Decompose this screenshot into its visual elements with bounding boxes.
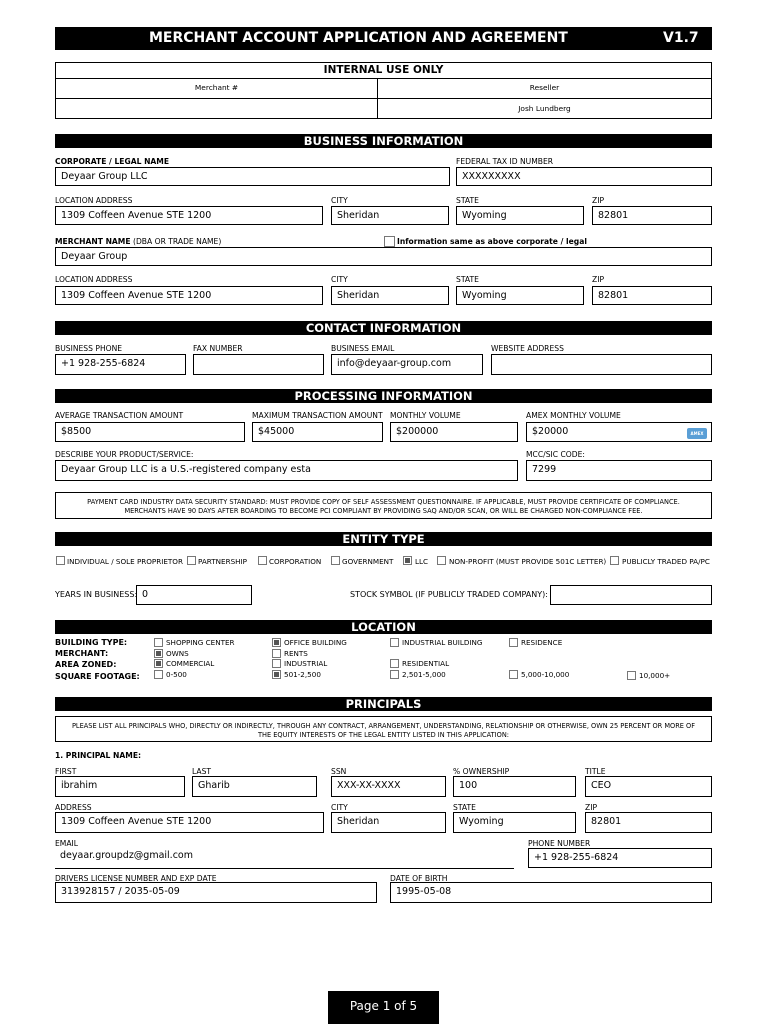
principal-phone-field[interactable]: +1 928-255-6824: [528, 848, 712, 868]
avg-transaction-field[interactable]: $8500: [55, 422, 245, 442]
zoned-industrial-checkbox[interactable]: [272, 659, 281, 668]
principals-notice: [55, 716, 712, 742]
zoned-commercial-checkbox[interactable]: [154, 659, 163, 668]
principal-address-field[interactable]: 1309 Coffeen Avenue STE 1200: [55, 812, 324, 833]
principal-state-label: STATE: [453, 803, 476, 812]
merchant-name-label-rest: (DBA OR TRADE NAME): [130, 237, 222, 246]
merchant-number-label: Merchant #: [194, 83, 239, 92]
entity-corporation-label: CORPORATION: [269, 557, 322, 566]
state-field[interactable]: Wyoming: [456, 206, 584, 225]
ssn-label: SSN: [331, 767, 347, 776]
footage-0-500-label: 0-500: [166, 670, 187, 679]
drivers-license-label: DRIVERS LICENSE NUMBER AND EXP DATE: [55, 874, 217, 883]
merchant-owns-label: OWNS: [166, 649, 189, 658]
merchant-rents-label: RENTS: [284, 649, 308, 658]
form-title-bar: [55, 27, 712, 50]
state-label: STATE: [456, 196, 479, 205]
mcc-label: MCC/SIC CODE:: [526, 450, 585, 459]
principal-state-field[interactable]: Wyoming: [453, 812, 576, 833]
amex-volume-field[interactable]: $20000: [526, 422, 712, 442]
same-as-corporate-label: Information same as above corporate / legal: [397, 237, 587, 246]
zip-label: ZIP: [592, 196, 605, 205]
amex-card-icon: AMEX: [687, 428, 707, 439]
building-type-label: BUILDING TYPE:: [55, 638, 128, 647]
principal-title-label: TITLE: [585, 767, 606, 776]
zip-field[interactable]: 82801: [592, 206, 712, 225]
avg-transaction-label: AVERAGE TRANSACTION AMOUNT: [55, 411, 184, 420]
entity-llc-checkbox[interactable]: [403, 556, 412, 565]
zoned-industrial-label: INDUSTRIAL: [284, 659, 328, 668]
zip-2-field[interactable]: 82801: [592, 286, 712, 305]
corporate-name-field[interactable]: Deyaar Group LLC: [55, 167, 450, 186]
principal-address-label: ADDRESS: [55, 803, 92, 812]
footage-0-500-checkbox[interactable]: [154, 670, 163, 679]
pci-notice: [55, 492, 712, 519]
corporate-name-label: CORPORATE / LEGAL NAME: [55, 157, 170, 166]
ownership-field[interactable]: 100: [453, 776, 576, 797]
website-label: WEBSITE ADDRESS: [491, 344, 564, 353]
principal-phone-label: PHONE NUMBER: [528, 839, 591, 848]
principals-heading: PRINCIPALS: [55, 697, 712, 711]
years-in-business-label: YEARS IN BUSINESS:: [55, 590, 138, 599]
years-in-business-field[interactable]: 0: [136, 585, 252, 605]
state-2-label: STATE: [456, 275, 479, 284]
footage-10000-plus-checkbox[interactable]: [627, 671, 636, 680]
square-footage-label: SQUARE FOOTAGE:: [55, 672, 140, 681]
monthly-volume-label: MONTHLY VOLUME: [390, 411, 461, 420]
entity-government-checkbox[interactable]: [331, 556, 340, 565]
describe-product-label: DESCRIBE YOUR PRODUCT/SERVICE:: [55, 450, 194, 459]
location-address-2-field[interactable]: 1309 Coffeen Avenue STE 1200: [55, 286, 323, 305]
first-name-label: FIRST: [55, 767, 77, 776]
merchant-premises-label: MERCHANT:: [55, 649, 109, 658]
fax-field[interactable]: [193, 354, 324, 375]
principal-city-field[interactable]: Sheridan: [331, 812, 446, 833]
business-email-label: BUSINESS EMAIL: [331, 344, 395, 353]
ownership-label: % OWNERSHIP: [453, 767, 510, 776]
describe-product-field[interactable]: Deyaar Group LLC is a U.S.-registered company esta: [55, 460, 518, 481]
entity-publicly-traded-checkbox[interactable]: [610, 556, 619, 565]
ssn-field[interactable]: XXX-XX-XXXX: [331, 776, 446, 797]
date-of-birth-field[interactable]: 1995-05-08: [390, 882, 712, 903]
building-industrial-checkbox[interactable]: [390, 638, 399, 647]
building-industrial-label: INDUSTRIAL BUILDING: [402, 638, 483, 647]
state-2-field[interactable]: Wyoming: [456, 286, 584, 305]
tax-id-label: FEDERAL TAX ID NUMBER: [456, 157, 554, 166]
building-residence-label: RESIDENCE: [521, 638, 563, 647]
principal-zip-label: ZIP: [585, 803, 598, 812]
principal-title-field[interactable]: CEO: [585, 776, 712, 797]
fax-label: FAX NUMBER: [193, 344, 243, 353]
merchant-name-label: [55, 237, 221, 246]
stock-symbol-field[interactable]: [550, 585, 712, 605]
location-address-field[interactable]: 1309 Coffeen Avenue STE 1200: [55, 206, 323, 225]
entity-type-heading: ENTITY TYPE: [55, 532, 712, 546]
building-shopping-center-checkbox[interactable]: [154, 638, 163, 647]
last-name-label: LAST: [192, 767, 212, 776]
last-name-field[interactable]: Gharib: [192, 776, 317, 797]
building-shopping-center-label: SHOPPING CENTER: [166, 638, 235, 647]
footage-5000-10000-label: 5,000-10,000: [521, 670, 570, 679]
zoned-residential-checkbox[interactable]: [390, 659, 399, 668]
footage-2501-5000-label: 2,501-5,000: [402, 670, 446, 679]
principals-notice-line-1: PLEASE LIST ALL PRINCIPALS WHO, DIRECTLY OR INDIRECTLY, THROUGH ANY CONTRACT, ARRANGEMENT, UNDERSTANDING, RELATIONSHIP OR OTHERWISE, OWN 25 PERCENT OR MORE OF: [71, 722, 696, 730]
entity-government-label: GOVERNMENT: [342, 557, 394, 566]
website-field[interactable]: [491, 354, 712, 375]
monthly-volume-field[interactable]: $200000: [390, 422, 518, 442]
tax-id-field[interactable]: XXXXXXXXX: [456, 167, 712, 186]
entity-partnership-label: PARTNERSHIP: [198, 557, 247, 566]
footage-5000-10000-checkbox[interactable]: [509, 670, 518, 679]
principal-zip-field[interactable]: 82801: [585, 812, 712, 833]
reseller-field[interactable]: Josh Lundberg: [518, 104, 571, 113]
zoned-residential-label: RESIDENTIAL: [402, 659, 450, 668]
form-title: MERCHANT ACCOUNT APPLICATION AND AGREEMENT: [149, 30, 568, 46]
footage-2501-5000-checkbox[interactable]: [390, 670, 399, 679]
internal-use-heading: INTERNAL USE ONLY: [56, 63, 711, 79]
entity-sole-proprietor-label: INDIVIDUAL / SOLE PROPRIETOR: [67, 557, 183, 566]
zoned-commercial-label: COMMERCIAL: [166, 659, 215, 668]
amex-volume-label: AMEX MONTHLY VOLUME: [526, 411, 621, 420]
location-address-2-label: LOCATION ADDRESS: [55, 275, 133, 284]
building-office-label: OFFICE BUILDING: [284, 638, 347, 647]
pci-notice-line-2: MERCHANTS HAVE 90 DAYS AFTER BOARDING TO BECOME PCI COMPLIANT BY PROVIDING SAQ AND/OR SCAN, OR WILL BE CHARGED NON-COMPLIANCE FEE.: [124, 507, 643, 515]
location-address-label: LOCATION ADDRESS: [55, 196, 133, 205]
building-office-checkbox[interactable]: [272, 638, 281, 647]
footage-501-2500-checkbox[interactable]: [272, 670, 281, 679]
reseller-label: Reseller: [529, 83, 560, 92]
footage-10000-plus-label: 10,000+: [639, 671, 671, 680]
entity-publicly-traded-label: PUBLICLY TRADED PA/PC: [622, 557, 710, 566]
city-field[interactable]: Sheridan: [331, 206, 449, 225]
processing-info-heading: PROCESSING INFORMATION: [55, 389, 712, 403]
business-phone-field[interactable]: +1 928-255-6824: [55, 354, 186, 375]
internal-use-table: [55, 62, 712, 119]
pci-notice-line-1: PAYMENT CARD INDUSTRY DATA SECURITY STANDARD: MUST PROVIDE COPY OF SELF ASSESSMENT QUESTIONNAIRE. IF APPLICABLE, MUST PROVIDE CERTIFICATE OF COMPLIANCE.: [87, 498, 680, 506]
stock-symbol-label: STOCK SYMBOL (IF PUBLICLY TRADED COMPANY):: [350, 590, 548, 599]
mcc-field[interactable]: 7299: [526, 460, 712, 481]
business-email-field[interactable]: info@deyaar-group.com: [331, 354, 483, 375]
entity-llc-label: LLC: [415, 557, 429, 566]
entity-corporation-checkbox[interactable]: [258, 556, 267, 565]
merchant-name-field[interactable]: Deyaar Group: [55, 247, 712, 266]
business-phone-label: BUSINESS PHONE: [55, 344, 123, 353]
entity-sole-proprietor-checkbox[interactable]: [56, 556, 65, 565]
principals-notice-line-2: THE EQUITY INTERESTS OF THE LEGAL ENTITY LISTED IN THIS APPLICATION:: [258, 731, 509, 739]
merchant-rents-checkbox[interactable]: [272, 649, 281, 658]
drivers-license-field[interactable]: 313928157 / 2035-05-09: [55, 882, 377, 903]
entity-non-profit-checkbox[interactable]: [437, 556, 446, 565]
max-transaction-field[interactable]: $45000: [252, 422, 383, 442]
merchant-number-field[interactable]: [56, 99, 377, 118]
date-of-birth-label: DATE OF BIRTH: [390, 874, 448, 883]
page-indicator: Page 1 of 5: [328, 991, 439, 1024]
principal-city-label: CITY: [331, 803, 348, 812]
principal-email-field[interactable]: deyaar.groupdz@gmail.com: [55, 847, 514, 869]
max-transaction-label: MAXIMUM TRANSACTION AMOUNT: [252, 411, 383, 420]
footage-501-2500-label: 501-2,500: [284, 670, 321, 679]
merchant-name-label-bold: MERCHANT NAME: [55, 237, 131, 246]
city-label: CITY: [331, 196, 348, 205]
merchant-owns-checkbox[interactable]: [154, 649, 163, 658]
entity-partnership-checkbox[interactable]: [187, 556, 196, 565]
first-name-field[interactable]: ibrahim: [55, 776, 185, 797]
zip-2-label: ZIP: [592, 275, 605, 284]
city-2-label: CITY: [331, 275, 348, 284]
form-version: V1.7: [663, 30, 699, 46]
entity-non-profit-label: NON-PROFIT (MUST PROVIDE 501C LETTER): [449, 557, 607, 566]
principal-email-label: EMAIL: [55, 839, 79, 848]
location-heading: LOCATION: [55, 620, 712, 634]
same-as-corporate-checkbox[interactable]: [384, 236, 395, 247]
building-residence-checkbox[interactable]: [509, 638, 518, 647]
city-2-field[interactable]: Sheridan: [331, 286, 449, 305]
contact-info-heading: CONTACT INFORMATION: [55, 321, 712, 335]
area-zoned-label: AREA ZONED:: [55, 660, 117, 669]
principal-1-heading: 1. PRINCIPAL NAME:: [55, 751, 142, 760]
business-info-heading: BUSINESS INFORMATION: [55, 134, 712, 148]
